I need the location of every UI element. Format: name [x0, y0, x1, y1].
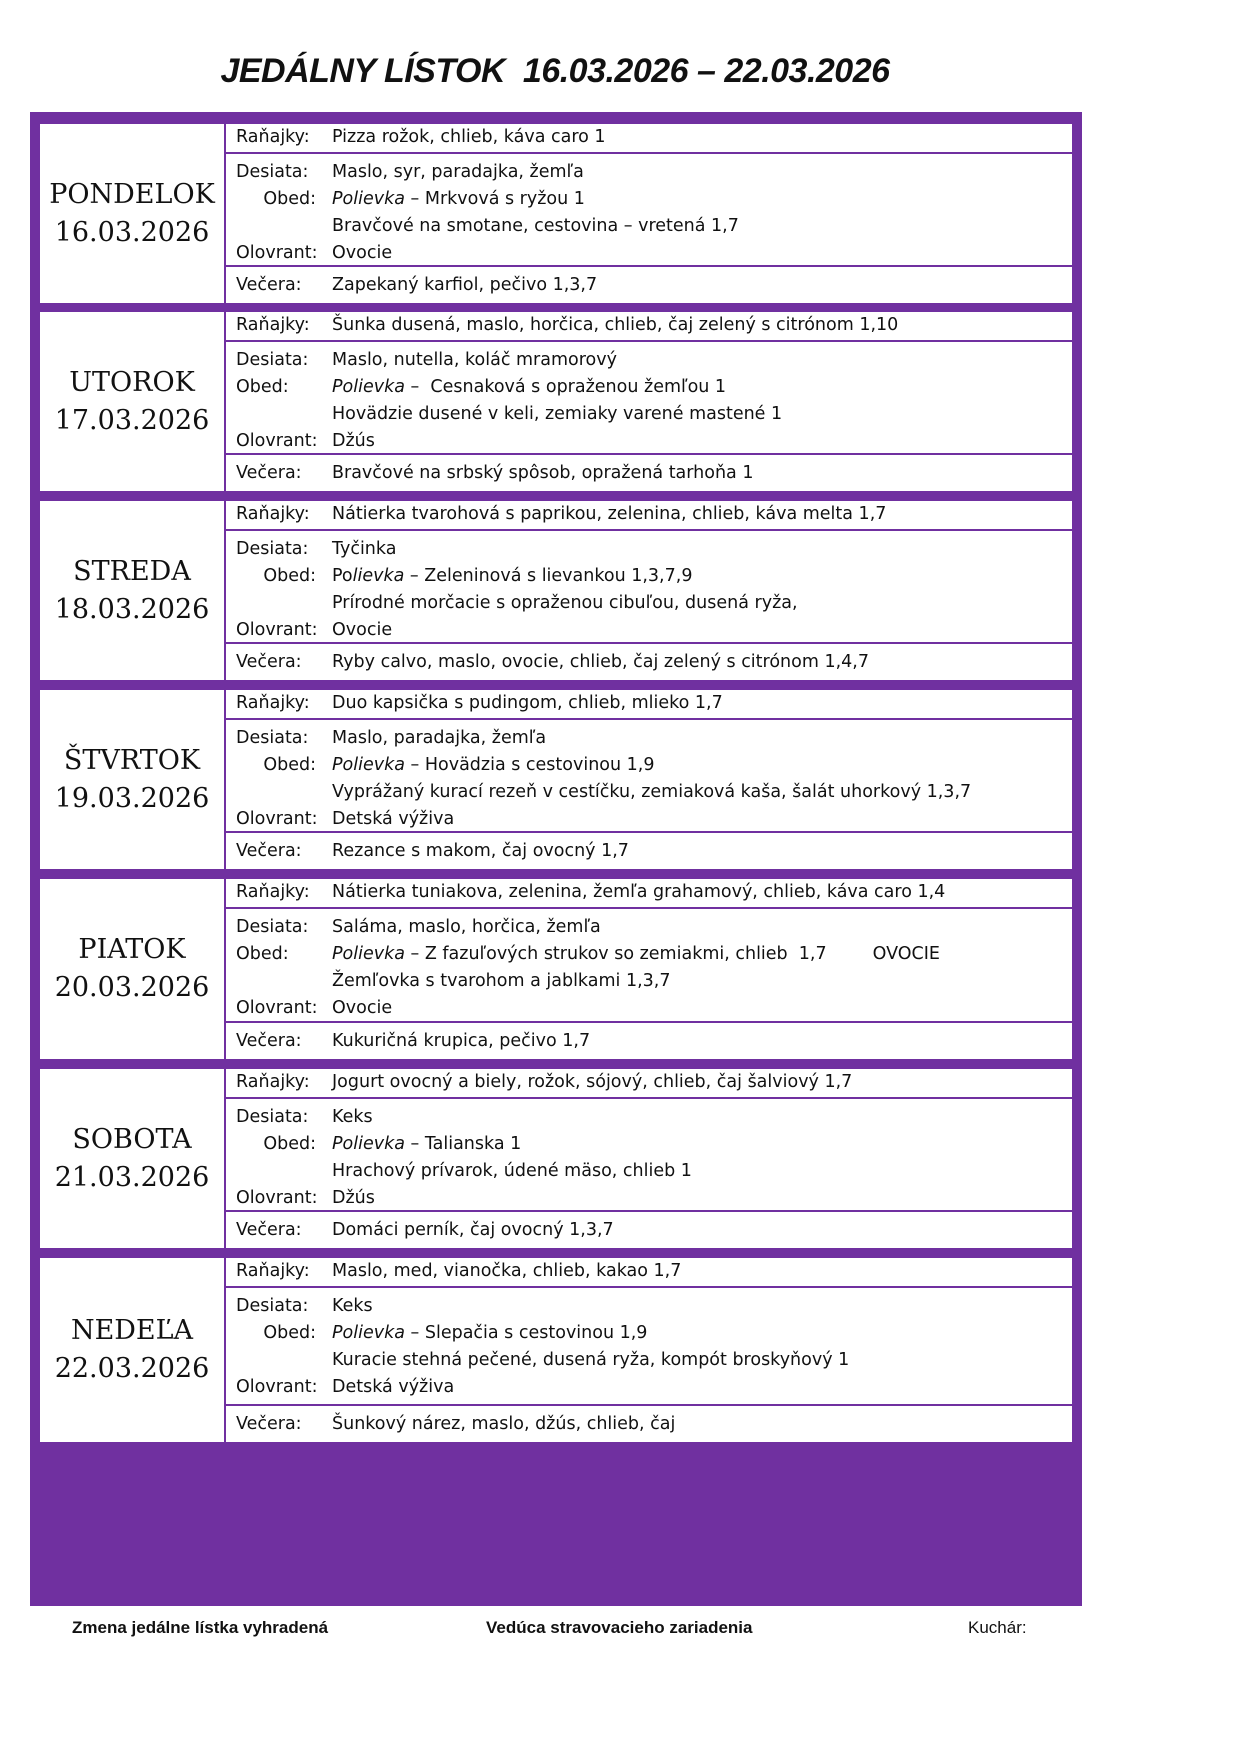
- day-name-cell: [40, 879, 226, 1059]
- main-course-text: Vyprážaný kurací rezeň v cestíčku, zemiaková kaša, šalát uhorkový 1,3,7: [332, 782, 972, 802]
- dinner-row: [226, 644, 1072, 680]
- soup-text: – Mrkvová s ryžou 1: [404, 189, 585, 209]
- snack-text: Keks: [332, 1296, 373, 1316]
- meal-value: [332, 841, 629, 861]
- day-block: [38, 310, 1074, 493]
- day-date: 16.03.2026: [54, 216, 210, 248]
- soup-line: [226, 566, 1072, 593]
- breakfast-line: [226, 127, 1072, 154]
- soup-text: – Cesnaková s opraženou žemľou 1: [404, 377, 727, 397]
- meal-value: [332, 1350, 849, 1370]
- day-name: PONDELOK: [49, 178, 215, 210]
- meal-value: [332, 431, 375, 451]
- meal-label: Večera:: [236, 1031, 302, 1051]
- meal-label: Obed:: [263, 189, 316, 209]
- afternoon-snack-text: Džús: [332, 431, 375, 451]
- dinner-row: [226, 1023, 1072, 1059]
- breakfast-text: Šunka dusená, maslo, horčica, chlieb, čaj zelený s citrónom 1,10: [332, 315, 899, 335]
- soup-text: – Zeleninová s lievankou 1,3,7,9: [404, 566, 693, 586]
- afternoon-snack-line: [226, 1377, 1072, 1404]
- meals-cell: [226, 879, 1072, 1059]
- meal-value: [332, 275, 597, 295]
- day-name: STREDA: [73, 555, 191, 587]
- meal-label: Desiata:: [236, 350, 309, 370]
- day-name: ŠTVRTOK: [63, 744, 201, 776]
- dinner-text: Zapekaný karfiol, pečivo 1,3,7: [332, 275, 598, 295]
- breakfast-line: [226, 1072, 1072, 1099]
- breakfast-text: Pizza rožok, chlieb, káva caro 1: [332, 127, 606, 147]
- snack-text: Maslo, syr, paradajka, žemľa: [332, 162, 584, 182]
- meal-label: Večera:: [236, 275, 302, 295]
- snack-line: [226, 350, 1072, 377]
- day-name: PIATOK: [78, 934, 186, 965]
- breakfast-text: Duo kapsička s pudingom, chlieb, mlieko 1,7: [332, 693, 723, 713]
- breakfast-text: Nátierka tuniakova, zelenina, žemľa grahamový, chlieb, káva caro 1,4: [332, 882, 946, 902]
- meal-value: [332, 315, 898, 335]
- day-block: [38, 688, 1074, 871]
- day-block: [38, 1256, 1074, 1444]
- dinner-line: [226, 1031, 1072, 1058]
- meal-value: [332, 971, 670, 991]
- meal-value: [332, 1414, 675, 1434]
- afternoon-snack-line: [226, 1188, 1072, 1215]
- day-date: 20.03.2026: [54, 972, 210, 1003]
- meal-value: [332, 652, 869, 672]
- meal-value: [332, 504, 886, 524]
- dinner-text: Kukuričná krupica, pečivo 1,7: [332, 1031, 591, 1051]
- meal-label: Obed:: [236, 377, 289, 397]
- main-course-text: Žemľovka s tvarohom a jablkami 1,3,7: [332, 971, 671, 991]
- main-course-line: [226, 782, 1072, 809]
- meal-value: [332, 728, 546, 748]
- snack-text: Keks: [332, 1107, 373, 1127]
- meal-label: Raňajky:: [236, 693, 310, 713]
- dinner-line: [226, 841, 1072, 868]
- day-name-cell: [40, 690, 226, 869]
- meal-label: Raňajky:: [236, 1072, 310, 1092]
- main-course-text: Bravčové na smotane, cestovina – vretená 1,7: [332, 216, 739, 236]
- meal-value: [332, 882, 945, 902]
- meals-cell: [226, 1069, 1072, 1248]
- meal-value: [332, 1296, 373, 1316]
- meal-label: Raňajky:: [236, 504, 310, 524]
- meal-value: [332, 243, 392, 263]
- soup-prefix: Polievka: [332, 189, 405, 209]
- day-date: 19.03.2026: [54, 782, 210, 814]
- meal-label: Raňajky:: [236, 1261, 310, 1281]
- meal-label: Obed:: [236, 944, 289, 964]
- meal-value: [332, 1107, 373, 1127]
- meal-value: [332, 1261, 681, 1281]
- dinner-line: [226, 1414, 1072, 1441]
- meals-cell: [226, 312, 1072, 491]
- day-name-cell: [40, 1258, 226, 1442]
- meal-label: Olovrant:: [236, 1188, 318, 1208]
- day-name-cell: [40, 501, 226, 680]
- lunch-row: [226, 1288, 1072, 1406]
- meal-value: [332, 1072, 852, 1092]
- meal-label: Desiata:: [236, 1296, 309, 1316]
- meal-label: Obed:: [263, 755, 316, 775]
- soup-prefix: Polievka: [332, 377, 405, 397]
- meal-label: Desiata:: [236, 728, 309, 748]
- soup-prefix: Po: [332, 566, 353, 586]
- snack-text: Maslo, paradajka, žemľa: [332, 728, 547, 748]
- meal-value: [332, 1323, 647, 1343]
- snack-line: [226, 1107, 1072, 1134]
- meal-value: [332, 377, 726, 397]
- afternoon-snack-text: Ovocie: [332, 243, 393, 263]
- meal-value: [332, 1031, 590, 1051]
- meal-value: [332, 162, 584, 182]
- footer-manager: Vedúca stravovacieho zariadenia: [486, 1618, 753, 1637]
- day-name-cell: [40, 124, 226, 303]
- afternoon-snack-text: Detská výživa: [332, 1377, 455, 1397]
- soup-line: [226, 755, 1072, 782]
- dinner-line: [226, 652, 1072, 679]
- main-course-text: Prírodné morčacie s opraženou cibuľou, dusená ryža,: [332, 593, 798, 613]
- afternoon-snack-line: [226, 620, 1072, 647]
- soup-prefix: lievka: [352, 566, 405, 586]
- meal-value: [332, 944, 940, 964]
- snack-line: [226, 728, 1072, 755]
- meal-value: [332, 593, 798, 613]
- soup-line: [226, 189, 1072, 216]
- day-block: [38, 1067, 1074, 1250]
- breakfast-line: [226, 315, 1072, 342]
- day-name-cell: [40, 312, 226, 491]
- main-course-text: Kuracie stehná pečené, dusená ryža, kompót broskyňový 1: [332, 1350, 850, 1370]
- footer-note: Zmena jedálne lístka vyhradená: [72, 1618, 329, 1637]
- breakfast-line: [226, 693, 1072, 720]
- meal-value: [332, 809, 454, 829]
- soup-text: – Talianska 1: [404, 1134, 522, 1154]
- lunch-row: [226, 342, 1072, 455]
- meal-value: [332, 620, 392, 640]
- footer-cook: Kuchár:: [968, 1618, 1027, 1637]
- meals-cell: [226, 690, 1072, 869]
- dinner-text: Bravčové na srbský spôsob, opražená tarhoňa 1: [332, 463, 754, 483]
- dinner-line: [226, 275, 1072, 302]
- meal-value: [332, 782, 971, 802]
- breakfast-row: [226, 124, 1072, 154]
- breakfast-text: Nátierka tvarohová s paprikou, zelenina, chlieb, káva melta 1,7: [332, 504, 887, 524]
- dinner-row: [226, 1212, 1072, 1248]
- soup-prefix: Polievka: [332, 1323, 405, 1343]
- afternoon-snack-text: Ovocie: [332, 998, 393, 1018]
- breakfast-row: [226, 690, 1072, 720]
- soup-line: [226, 377, 1072, 404]
- meal-value: [332, 998, 392, 1018]
- main-course-line: [226, 593, 1072, 620]
- dinner-text: Šunkový nárez, maslo, džús, chlieb, čaj: [332, 1414, 676, 1434]
- meals-cell: [226, 501, 1072, 680]
- breakfast-line: [226, 882, 1072, 909]
- lunch-extra: OVOCIE: [872, 944, 940, 964]
- afternoon-snack-text: Ovocie: [332, 620, 393, 640]
- breakfast-line: [226, 1261, 1072, 1288]
- meal-label: Olovrant:: [236, 809, 318, 829]
- afternoon-snack-line: [226, 431, 1072, 458]
- lunch-row: [226, 909, 1072, 1023]
- meal-label: Večera:: [236, 841, 302, 861]
- breakfast-text: Maslo, med, vianočka, chlieb, kakao 1,7: [332, 1261, 682, 1281]
- menu-table: [36, 120, 1076, 1598]
- meal-value: [332, 189, 585, 209]
- meal-label: Olovrant:: [236, 431, 318, 451]
- meal-label: Raňajky:: [236, 315, 310, 335]
- meal-label: Olovrant:: [236, 243, 318, 263]
- main-course-text: Hovädzie dusené v keli, zemiaky varené mastené 1: [332, 404, 783, 424]
- dinner-line: [226, 463, 1072, 490]
- breakfast-row: [226, 312, 1072, 342]
- meal-label: Olovrant:: [236, 1377, 318, 1397]
- day-name: UTOROK: [69, 366, 195, 398]
- meal-label: Raňajky:: [236, 127, 310, 147]
- meal-value: [332, 350, 617, 370]
- meal-value: [332, 1134, 521, 1154]
- meal-value: [332, 216, 739, 236]
- page-title: JEDÁLNY LÍSTOK 16.03.2026 – 22.03.2026: [220, 52, 890, 90]
- snack-line: [226, 917, 1072, 944]
- meal-value: [332, 917, 601, 937]
- meal-label: Desiata:: [236, 1107, 309, 1127]
- main-course-line: [226, 971, 1072, 998]
- dinner-text: Ryby calvo, maslo, ovocie, chlieb, čaj zelený s citrónom 1,4,7: [332, 652, 869, 672]
- meal-label: Desiata:: [236, 539, 309, 559]
- main-course-line: [226, 404, 1072, 431]
- snack-line: [226, 1296, 1072, 1323]
- soup-prefix: Polievka: [332, 1134, 405, 1154]
- meal-value: [332, 755, 655, 775]
- afternoon-snack-line: [226, 998, 1072, 1025]
- soup-line: [226, 944, 1072, 971]
- soup-prefix: Polievka: [332, 755, 405, 775]
- breakfast-text: Jogurt ovocný a biely, rožok, sójový, chlieb, čaj šalviový 1,7: [332, 1072, 853, 1092]
- main-course-line: [226, 216, 1072, 243]
- soup-text: – Hovädzia s cestovinou 1,9: [404, 755, 655, 775]
- meal-label: Večera:: [236, 1220, 302, 1240]
- breakfast-line: [226, 504, 1072, 531]
- meal-value: [332, 404, 782, 424]
- main-course-line: [226, 1161, 1072, 1188]
- meal-value: [332, 693, 723, 713]
- afternoon-snack-text: Džús: [332, 1188, 375, 1208]
- snack-text: Tyčinka: [332, 539, 397, 559]
- day-block: [38, 877, 1074, 1061]
- day-name: SOBOTA: [72, 1123, 192, 1155]
- snack-line: [226, 539, 1072, 566]
- day-date: 17.03.2026: [54, 404, 210, 436]
- meal-value: [332, 1161, 692, 1181]
- meal-value: [332, 566, 692, 586]
- day-name: NEDEĽA: [70, 1315, 194, 1346]
- dinner-text: Domáci perník, čaj ovocný 1,3,7: [332, 1220, 614, 1240]
- meal-label: Olovrant:: [236, 998, 318, 1018]
- meal-label: Desiata:: [236, 162, 309, 182]
- main-course-line: [226, 1350, 1072, 1377]
- day-block: [38, 499, 1074, 682]
- snack-text: Saláma, maslo, horčica, žemľa: [332, 917, 601, 937]
- afternoon-snack-line: [226, 809, 1072, 836]
- snack-line: [226, 162, 1072, 189]
- dinner-line: [226, 1220, 1072, 1247]
- soup-text: – Slepačia s cestovinou 1,9: [404, 1323, 648, 1343]
- lunch-row: [226, 1099, 1072, 1212]
- lunch-row: [226, 154, 1072, 267]
- lunch-row: [226, 531, 1072, 644]
- meal-label: Desiata:: [236, 917, 309, 937]
- meal-label: Obed:: [263, 566, 316, 586]
- breakfast-row: [226, 501, 1072, 531]
- meal-value: [332, 539, 396, 559]
- breakfast-row: [226, 879, 1072, 909]
- meals-cell: [226, 1258, 1072, 1442]
- meals-cell: [226, 124, 1072, 303]
- day-name-cell: [40, 1069, 226, 1248]
- meal-value: [332, 1377, 454, 1397]
- day-date: 18.03.2026: [54, 593, 210, 625]
- meal-label: Obed:: [263, 1323, 316, 1343]
- soup-prefix: Polievka: [332, 944, 405, 964]
- meal-value: [332, 1220, 614, 1240]
- lunch-row: [226, 720, 1072, 833]
- afternoon-snack-text: Detská výživa: [332, 809, 455, 829]
- snack-text: Maslo, nutella, koláč mramorový: [332, 350, 617, 370]
- breakfast-row: [226, 1258, 1072, 1288]
- soup-line: [226, 1134, 1072, 1161]
- dinner-row: [226, 1406, 1072, 1442]
- dinner-row: [226, 267, 1072, 303]
- meal-value: [332, 1188, 375, 1208]
- day-date: 21.03.2026: [54, 1161, 210, 1193]
- day-date: 22.03.2026: [54, 1353, 210, 1384]
- dinner-row: [226, 833, 1072, 869]
- meal-label: Večera:: [236, 1414, 302, 1434]
- meal-label: Raňajky:: [236, 882, 310, 902]
- afternoon-snack-line: [226, 243, 1072, 270]
- meal-label: Obed:: [263, 1134, 316, 1154]
- breakfast-row: [226, 1069, 1072, 1099]
- soup-text: – Z fazuľových strukov so zemiakmi, chlieb 1,7: [404, 944, 827, 964]
- soup-line: [226, 1323, 1072, 1350]
- dinner-text: Rezance s makom, čaj ovocný 1,7: [332, 841, 629, 861]
- meal-label: Večera:: [236, 652, 302, 672]
- meal-value: [332, 463, 753, 483]
- main-course-text: Hrachový prívarok, údené mäso, chlieb 1: [332, 1161, 692, 1181]
- day-block: [38, 122, 1074, 305]
- meal-label: Olovrant:: [236, 620, 318, 640]
- meal-value: [332, 127, 606, 147]
- meal-label: Večera:: [236, 463, 302, 483]
- dinner-row: [226, 455, 1072, 491]
